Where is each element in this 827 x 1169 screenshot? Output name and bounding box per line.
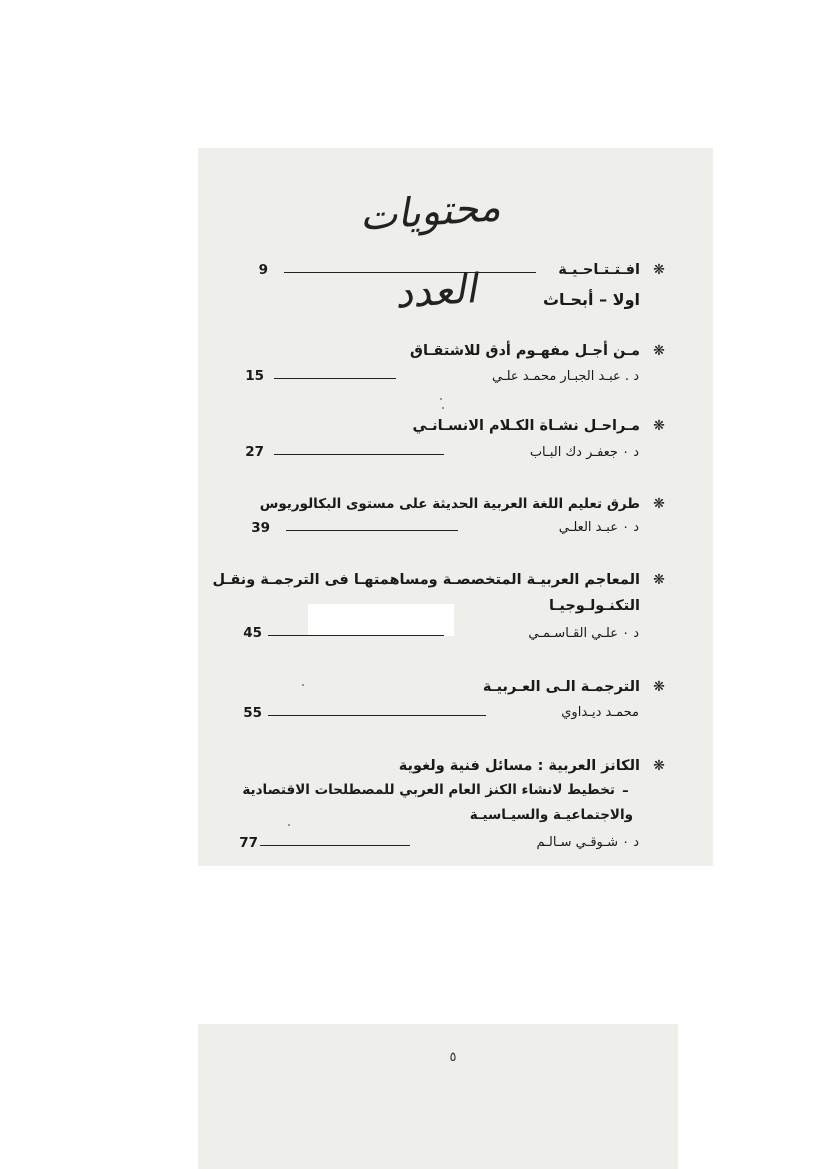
toc-subheading: تخطيط لانشاء الكنز العام العربي للمصطلحات الاقتصادية xyxy=(242,782,615,798)
toc-author: د . عبـد الجبـار محمـد علـي xyxy=(491,369,639,384)
leader-line xyxy=(286,530,458,531)
toc-heading: الترجمـة الـى العـربيـة xyxy=(482,679,640,695)
toc-subheading-continued: والاجتماعيـة والسيـاسيـة xyxy=(469,807,633,823)
bullet-icon: ❋ xyxy=(653,679,665,695)
toc-heading: الكانز العربية : مسائل فنية ولغوية xyxy=(398,758,640,774)
bullet-icon: ❋ xyxy=(653,262,665,278)
leader-line xyxy=(274,454,444,455)
scan-blank-patch xyxy=(308,604,454,636)
leader-line xyxy=(268,715,486,716)
scan-edge xyxy=(687,252,713,866)
toc-page-number: 39 xyxy=(251,520,270,536)
toc-page-number: 15 xyxy=(245,368,264,384)
toc-page-number: 27 xyxy=(245,444,264,460)
page-title: محتويات العدد xyxy=(358,184,502,318)
bullet-icon: ❋ xyxy=(653,496,665,512)
toc-heading-opening: افـتـتـاحـيـة xyxy=(558,262,640,278)
toc-heading: مـن أجـل مفهـوم أدق للاشتقـاق xyxy=(410,343,640,359)
bullet-icon: ❋ xyxy=(653,758,665,774)
bullet-icon: ❋ xyxy=(653,343,665,359)
sub-dash: ـ xyxy=(623,780,628,796)
toc-heading: المعاجم العربيـة المتخصصـة ومساهمتهـا فى الترجمـة ونقـل xyxy=(212,572,640,588)
toc-author: د ٠ علـي القـاسـمـي xyxy=(528,626,639,641)
toc-heading: مـراحـل نشـاة الكـلام الانسـانـي xyxy=(412,418,640,434)
toc-page-number: 45 xyxy=(243,625,262,641)
toc-author: د ٠ جعفـر دك البـاب xyxy=(529,445,639,460)
leader-line xyxy=(274,378,396,379)
leader-line xyxy=(260,845,410,846)
section-heading: اولا – أبحـاث xyxy=(542,290,640,309)
footer-page-number: ٥ xyxy=(449,1050,457,1065)
page-number-opening: 9 xyxy=(258,262,268,278)
toc-author: د ٠ عبـد العلـي xyxy=(558,520,639,535)
bullet-icon: ❋ xyxy=(653,418,665,434)
toc-page-number: 55 xyxy=(243,705,262,721)
leader-line xyxy=(284,272,536,273)
toc-page-number: 77 xyxy=(239,835,258,851)
footer-scan xyxy=(198,1024,678,1169)
toc-author: محمـد ديـداوي xyxy=(561,705,639,720)
bullet-icon: ❋ xyxy=(653,572,665,588)
toc-heading: طرق تعليم اللغة العربية الحديثة على مستوى البكالوريوس xyxy=(259,496,640,512)
leader-line xyxy=(268,635,444,636)
toc-heading-continued: التكنـولـوجيـا xyxy=(549,598,640,614)
toc-author: د ٠ شـوقـي سـالـم xyxy=(536,835,639,850)
